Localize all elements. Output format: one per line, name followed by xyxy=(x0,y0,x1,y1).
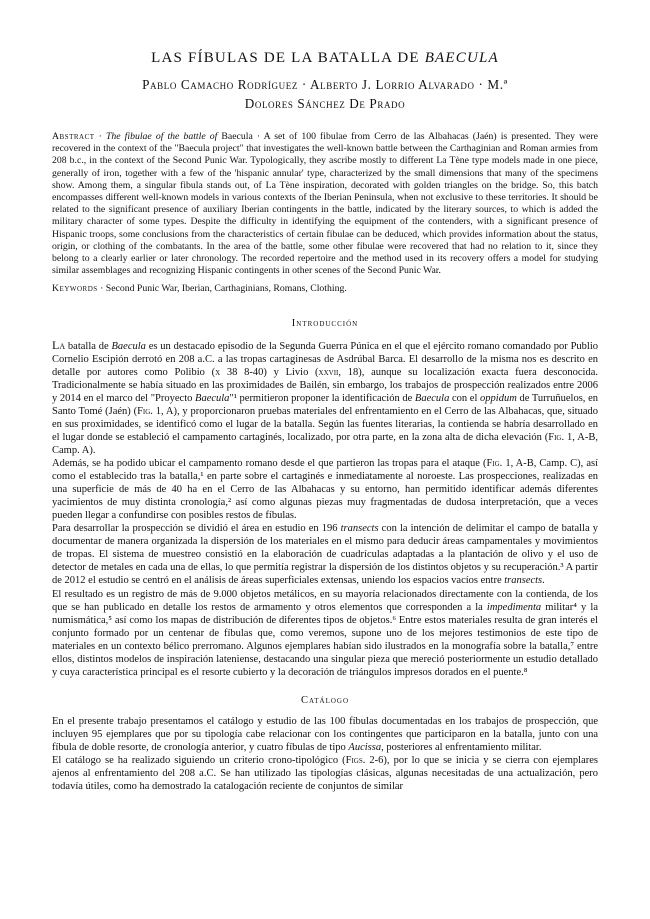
article-title xyxy=(52,50,598,67)
intro-paragraph-2: Además, se ha podido ubicar el campamento romano desde el que partieron las tropas para el ataque (Fig. 1, A-B, Camp. C), así como el establecido tras la batalla,¹ en parte sobre el cartaginés e inmediatamente al noroeste. Las prospecciones, realizadas en una superficie de más de 40 ha en el Cerro de las Albahacas y su entorno, han permitido identificar además diferentes yacimientos de muy distinta cronología,² así como algunas piezas muy fragmentadas de dudosa interpretación, que a veces pueden llegar a confundirse con posibles restos de fíbulas. xyxy=(52,458,599,522)
authors-line-1: Pablo Camacho Rodríguez · Alberto J. Lorrio Alvarado · M.ª xyxy=(142,77,508,92)
abstract-text: · A set of 100 fibulae from Cerro de las Albahacas (Jaén) is presented. They were recovered in the context of the "Baecula project" that investigates the well-known battle between the Carthaginian and Roman armies from 208 b.c., in the context of the Second Punic War. Typologically, they ascribe mostly to different La Tène type models made in one piece, generally of iron, together with a few of the 'hispanic annular' type, characterized by the small dimensions that many of the specimens show. Among them, a singular fibula stands out, of La Tène inspiration, decorated with golden triangles on the bridge. So, this batch encompasses different well-known models in various contexts of the Iberian Peninsula, when not exclusive to these territories. It should be related to the significant presence of auxiliary Iberian contingents in the battle, indicated by the literary sources, to which is added the military character of some types. Despite the difficulty in identifying the equipment of the contenders, with a significant presence of Hispanic troops, some conclusions from the characteristics of certain fibulae can be deduced, which provides information about the status, origin, or clothing of the combatants. In the area of the battle, some other fibulae were recovered that had no relation to it, since they belong to a clearly earlier or later chronology. The recorded repertoire and the method used in its recovery offers a model for studying similar assemblages and recognizing Hispanic contingents in other scenes of the Second Punic War. xyxy=(52,131,599,277)
abstract xyxy=(52,131,598,277)
catalogo-paragraph-1: En el presente trabajo presentamos el catálogo y estudio de las 100 fíbulas documentadas en los trabajos de prospección, que incluyen 95 ejemplares que por su tipología cabe relacionar con los contingentes que participaron en la batalla, junto con una fíbula de doble resorte, de cronología anterior, y cuatro fíbulas de tipo Aucissa, posteriores al enfrentamiento militar. xyxy=(52,715,598,753)
authors xyxy=(52,75,598,113)
keywords-text: · Second Punic War, Iberian, Carthaginians, Romans, Clothing. xyxy=(97,283,347,295)
catalogo-paragraph-2: El catálogo se ha realizado siguiendo un criterio crono-tipológico (Figs. 2-6), por lo que se inicia y se cierra con ejemplares ajenos al enfrentamiento del 208 a.C. Se han utilizado las tipologías clásicas, algunas necesitadas de una actualización, pero todavía útiles, como ha demostrado la catalogación reciente de conjuntos de similar xyxy=(52,755,598,793)
abstract-title-italic: The fibulae of the battle of xyxy=(105,131,218,142)
abstract-sep: · xyxy=(94,131,106,142)
title-main: LAS FÍBULAS DE LA BATALLA DE xyxy=(151,50,425,66)
abstract-title-plain: Baecula xyxy=(217,131,253,142)
intro-paragraph-3: Para desarrollar la prospección se dividió el área en estudio en 196 transects con la intención de delimitar el campo de batalla y documentar de manera organizada la dispersión de los materiales en el mismo para deducir áreas campamentales y movimientos de tropas. El sistema de muestreo consistió en la elaboración de cuadrículas adaptadas a la plantación de olivo y el uso de detector de metales en cada una de ellas, lo que permitía registrar la dispersión de los distintos objetos y su recuperación.³ A partir de 2012 el estudio se centró en el análisis de áreas superficiales extensas, uniendo los espacios vacíos entre transects. xyxy=(52,523,598,587)
section-heading-catalogo: Catálogo xyxy=(300,694,350,706)
authors-line-2: Dolores Sánchez De Prado xyxy=(244,96,406,111)
article-page xyxy=(52,50,598,793)
keywords-label: Keywords xyxy=(52,283,98,295)
abstract-label: Abstract xyxy=(52,131,95,142)
keywords xyxy=(52,283,598,295)
intro-paragraph-4: El resultado es un registro de más de 9.000 objetos metálicos, en su mayoría relacionados directamente con la contienda, de los que se han publicado en detalle los restos de armamento y otros elementos que corresponden a la impedimenta militar⁴ y la numismática,⁵ así como los mapas de distribución de diferentes tipos de objetos.⁶ Entre estos materiales resulta de gran interés el conjunto formado por un centenar de fíbulas que, como veremos, supone uno de los mejores testimonios de este tipo de materiales en un contexto bélico prerromano. Algunos ejemplares habían sido ilustrados en la monografía sobre la batalla,⁷ entre ellos, distintos modelos de inspiración lateniense, destacando una singular pieza que mereció posteriormente un estudio detallado y cuya característica principal es el resorte cubierto y la decoración de triángulos impresos dorados en el puente.⁸ xyxy=(52,588,598,678)
intro-paragraph-1: La batalla de Baecula es un destacado episodio de la Segunda Guerra Púnica en el que el ejército romano comandado por Publio Cornelio Escipión derrotó en 208 a.C. a las tropas cartaginesas de Asdrúbal Barca. El desarrollo de la misma nos es descrito en detalle por autores como Polibio (x 38 8-40) y Livio (xxvii, 18), aunque su localización exacta fuera desconocida. Tradicionalmente se había situado en las proximidades de Bailén, sin embargo, los trabajos de prospección realizados entre 2006 y 2014 en el marco del "Proyecto Baecula"¹ permitieron proponer la identificación de Baecula con el oppidum de Turruñuelos, en Santo Tomé (Jaén) (Fig. 1, A), y proporcionaron pruebas materiales del enfrentamiento en el Cerro de las Albahacas, que, situado en sus proximidades, se identificó como el lugar de la batalla. Según las fuentes literarias, la contienda se habría desarrollado en el lugar donde se estableció el campamento cartaginés, localizado, por otra parte, en la zona alta de dicha elevación (Fig. 1, A-B, Camp. A). xyxy=(52,337,598,457)
title-italic: BAECULA xyxy=(424,50,499,66)
section-heading-introduccion: Introducción xyxy=(291,317,359,329)
